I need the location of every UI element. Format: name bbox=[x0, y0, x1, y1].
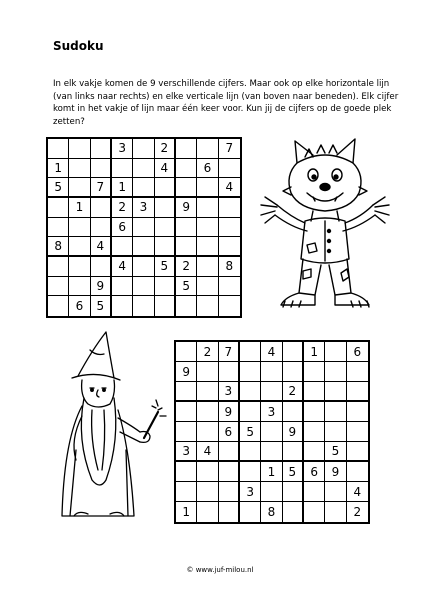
sudoku-cell bbox=[240, 402, 261, 422]
sudoku-cell bbox=[304, 442, 325, 462]
sudoku-cell bbox=[91, 139, 112, 159]
sudoku-cell bbox=[197, 462, 218, 482]
sudoku-cell bbox=[155, 296, 176, 316]
wizard-illustration bbox=[48, 330, 168, 525]
sudoku-cell: 8 bbox=[219, 257, 240, 277]
sudoku-cell: 6 bbox=[197, 159, 218, 179]
sudoku-cell bbox=[197, 198, 218, 218]
sudoku-cell bbox=[219, 502, 240, 522]
sudoku-cell bbox=[48, 198, 69, 218]
sudoku-cell bbox=[304, 402, 325, 422]
sudoku-cell bbox=[176, 237, 197, 257]
sudoku-cell: 5 bbox=[176, 277, 197, 297]
sudoku-cell bbox=[219, 482, 240, 502]
sudoku-cell bbox=[69, 237, 90, 257]
sudoku-cell bbox=[325, 382, 346, 402]
sudoku-cell: 2 bbox=[197, 342, 218, 362]
sudoku-cell: 5 bbox=[155, 257, 176, 277]
sudoku-cell bbox=[176, 139, 197, 159]
sudoku-cell bbox=[304, 362, 325, 382]
sudoku-cell: 3 bbox=[112, 139, 133, 159]
sudoku-cell bbox=[176, 462, 197, 482]
sudoku-cell bbox=[48, 218, 69, 238]
sudoku-cell bbox=[197, 178, 218, 198]
sudoku-cell bbox=[219, 237, 240, 257]
sudoku-cell bbox=[176, 218, 197, 238]
instructions bbox=[53, 78, 398, 128]
copyright-footer: © www.juf-milou.nl bbox=[186, 566, 254, 574]
sudoku-cell bbox=[176, 296, 197, 316]
sudoku-cell bbox=[347, 402, 368, 422]
sudoku-cell bbox=[219, 362, 240, 382]
sudoku-cell bbox=[283, 402, 304, 422]
sudoku-cell: 9 bbox=[176, 198, 197, 218]
sudoku-cell bbox=[69, 159, 90, 179]
sudoku-cell bbox=[133, 159, 154, 179]
sudoku-cell bbox=[261, 442, 282, 462]
sudoku-cell: 4 bbox=[347, 482, 368, 502]
sudoku-cell: 9 bbox=[219, 402, 240, 422]
sudoku-cell bbox=[48, 139, 69, 159]
sudoku-cell: 5 bbox=[91, 296, 112, 316]
sudoku-cell: 1 bbox=[48, 159, 69, 179]
sudoku-cell bbox=[69, 178, 90, 198]
sudoku-cell bbox=[112, 277, 133, 297]
sudoku-cell bbox=[197, 277, 218, 297]
sudoku-cell: 5 bbox=[283, 462, 304, 482]
sudoku-cell: 2 bbox=[283, 382, 304, 402]
sudoku-cell: 1 bbox=[304, 342, 325, 362]
sudoku-cell: 7 bbox=[219, 342, 240, 362]
sudoku-cell bbox=[240, 462, 261, 482]
instruction-line: (van links naar rechts) en elke verticale lijn (van boven naar beneden). Elk cijfer bbox=[53, 91, 399, 102]
werewolf-illustration bbox=[255, 135, 395, 310]
sudoku-cell bbox=[347, 362, 368, 382]
sudoku-cell: 3 bbox=[133, 198, 154, 218]
sudoku-cell bbox=[197, 362, 218, 382]
sudoku-cell: 1 bbox=[176, 502, 197, 522]
sudoku-cell bbox=[197, 218, 218, 238]
sudoku-cell bbox=[176, 382, 197, 402]
sudoku-cell bbox=[48, 257, 69, 277]
sudoku-cell bbox=[240, 442, 261, 462]
sudoku-cell bbox=[283, 342, 304, 362]
sudoku-grid-1 bbox=[46, 137, 242, 318]
sudoku-cell bbox=[325, 402, 346, 422]
sudoku-cell: 3 bbox=[219, 382, 240, 402]
page-title: Sudoku bbox=[53, 39, 104, 53]
sudoku-cell: 5 bbox=[325, 442, 346, 462]
sudoku-cell bbox=[69, 257, 90, 277]
instruction-line: In elk vakje komen de 9 verschillende cijfers. Maar ook op elke horizontale lijn bbox=[53, 79, 390, 89]
sudoku-cell bbox=[133, 277, 154, 297]
sudoku-cell bbox=[325, 482, 346, 502]
sudoku-cell bbox=[91, 218, 112, 238]
sudoku-cell bbox=[155, 198, 176, 218]
sudoku-cell bbox=[91, 198, 112, 218]
sudoku-cell: 1 bbox=[112, 178, 133, 198]
sudoku-cell bbox=[155, 277, 176, 297]
sudoku-cell bbox=[133, 257, 154, 277]
sudoku-cell bbox=[133, 139, 154, 159]
sudoku-cell: 8 bbox=[261, 502, 282, 522]
sudoku-cell bbox=[197, 502, 218, 522]
sudoku-cell bbox=[283, 362, 304, 382]
sudoku-cell: 3 bbox=[176, 442, 197, 462]
sudoku-cell bbox=[325, 342, 346, 362]
sudoku-cell bbox=[155, 218, 176, 238]
sudoku-cell bbox=[283, 482, 304, 502]
sudoku-cell: 9 bbox=[176, 362, 197, 382]
sudoku-cell: 2 bbox=[112, 198, 133, 218]
sudoku-cell bbox=[240, 502, 261, 522]
sudoku-cell bbox=[304, 382, 325, 402]
sudoku-cell bbox=[347, 382, 368, 402]
sudoku-cell: 8 bbox=[48, 237, 69, 257]
sudoku-cell bbox=[219, 218, 240, 238]
sudoku-cell: 1 bbox=[69, 198, 90, 218]
sudoku-cell: 6 bbox=[69, 296, 90, 316]
sudoku-cell: 5 bbox=[48, 178, 69, 198]
sudoku-cell bbox=[347, 462, 368, 482]
sudoku-cell bbox=[325, 362, 346, 382]
sudoku-cell bbox=[176, 422, 197, 442]
sudoku-cell bbox=[197, 402, 218, 422]
sudoku-cell: 4 bbox=[261, 342, 282, 362]
sudoku-cell bbox=[219, 198, 240, 218]
sudoku-grid-2 bbox=[174, 340, 370, 524]
sudoku-cell bbox=[261, 382, 282, 402]
sudoku-cell: 3 bbox=[261, 402, 282, 422]
sudoku-cell bbox=[197, 422, 218, 442]
sudoku-cell bbox=[240, 382, 261, 402]
sudoku-cell bbox=[48, 296, 69, 316]
sudoku-cell bbox=[176, 178, 197, 198]
sudoku-cell: 4 bbox=[91, 237, 112, 257]
sudoku-cell bbox=[304, 482, 325, 502]
sudoku-cell bbox=[219, 277, 240, 297]
sudoku-cell: 4 bbox=[197, 442, 218, 462]
sudoku-cell: 6 bbox=[304, 462, 325, 482]
sudoku-cell bbox=[283, 502, 304, 522]
sudoku-cell bbox=[240, 362, 261, 382]
sudoku-cell: 4 bbox=[112, 257, 133, 277]
sudoku-cell bbox=[261, 482, 282, 502]
sudoku-cell bbox=[261, 362, 282, 382]
sudoku-cell bbox=[133, 296, 154, 316]
sudoku-cell bbox=[325, 502, 346, 522]
sudoku-cell bbox=[219, 462, 240, 482]
sudoku-cell: 4 bbox=[155, 159, 176, 179]
sudoku-cell bbox=[219, 296, 240, 316]
sudoku-cell: 2 bbox=[155, 139, 176, 159]
sudoku-cell bbox=[283, 442, 304, 462]
sudoku-cell bbox=[155, 178, 176, 198]
sudoku-cell bbox=[91, 257, 112, 277]
sudoku-cell bbox=[48, 277, 69, 297]
sudoku-cell bbox=[240, 342, 261, 362]
sudoku-cell: 4 bbox=[219, 178, 240, 198]
instruction-line: komt in het vakje of lijn maar één keer voor. Kun jij de cijfers op de goede plek bbox=[53, 104, 392, 114]
sudoku-cell bbox=[197, 482, 218, 502]
sudoku-cell: 3 bbox=[240, 482, 261, 502]
sudoku-cell: 9 bbox=[325, 462, 346, 482]
sudoku-cell: 2 bbox=[176, 257, 197, 277]
sudoku-cell bbox=[347, 422, 368, 442]
sudoku-cell: 6 bbox=[112, 218, 133, 238]
sudoku-cell bbox=[112, 237, 133, 257]
sudoku-cell bbox=[197, 296, 218, 316]
sudoku-cell: 7 bbox=[91, 178, 112, 198]
sudoku-cell bbox=[197, 139, 218, 159]
sudoku-cell bbox=[91, 159, 112, 179]
sudoku-cell bbox=[219, 159, 240, 179]
sudoku-cell: 2 bbox=[353, 505, 362, 519]
sudoku-cell: 1 bbox=[261, 462, 282, 482]
sudoku-cell bbox=[69, 139, 90, 159]
sudoku-cell bbox=[176, 482, 197, 502]
sudoku-cell bbox=[347, 442, 368, 462]
sudoku-cell bbox=[112, 296, 133, 316]
sudoku-cell: 7 bbox=[219, 139, 240, 159]
sudoku-cell bbox=[69, 277, 90, 297]
sudoku-cell: 6 bbox=[219, 422, 240, 442]
sudoku-cell bbox=[133, 218, 154, 238]
sudoku-cell bbox=[197, 237, 218, 257]
sudoku-cell bbox=[261, 422, 282, 442]
sudoku-cell: 5 bbox=[240, 422, 261, 442]
sudoku-cell bbox=[176, 342, 197, 362]
sudoku-cell bbox=[325, 422, 346, 442]
sudoku-cell: 6 bbox=[347, 342, 368, 362]
sudoku-cell bbox=[197, 257, 218, 277]
sudoku-cell bbox=[176, 159, 197, 179]
sudoku-cell bbox=[176, 402, 197, 422]
sudoku-cell bbox=[133, 178, 154, 198]
sudoku-cell bbox=[155, 237, 176, 257]
sudoku-cell bbox=[69, 218, 90, 238]
instruction-line: zetten? bbox=[53, 116, 85, 127]
sudoku-cell bbox=[304, 422, 325, 442]
sudoku-cell bbox=[133, 237, 154, 257]
sudoku-cell: 9 bbox=[91, 277, 112, 297]
sudoku-cell bbox=[219, 442, 240, 462]
sudoku-cell bbox=[197, 382, 218, 402]
sudoku-cell bbox=[112, 159, 133, 179]
sudoku-cell bbox=[304, 502, 325, 522]
sudoku-cell: 9 bbox=[283, 422, 304, 442]
